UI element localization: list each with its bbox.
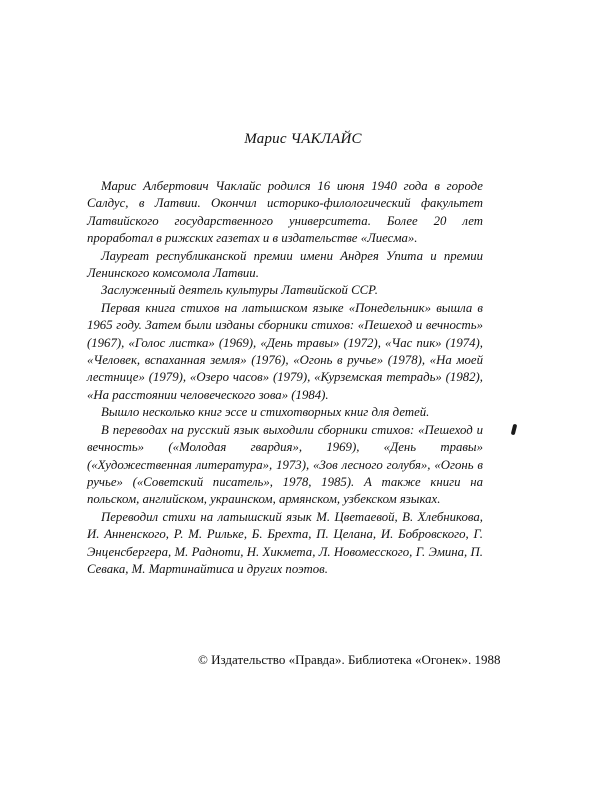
bio-paragraph-awards: Лауреат республиканской премии имени Андрея Упита и премии Ленинского комсомола Латвии. xyxy=(87,248,483,281)
bio-paragraph-translations: В переводах на русский язык выходили сборники стихов: «Пешеход и вечность» («Молодая гвардия», 1969), «День травы» («Художественная литература», 1973), «Зов лесного голубя», «Огонь в ручье» («Советский писатель», 1978, 1985). А также книги на польском, английском, украинском, армянском, узбекском языках. xyxy=(87,422,483,507)
bio-paragraph-translator-work: Переводил стихи на латышский язык М. Цветаевой, В. Хлебникова, И. Анненского, Р. М. Рильке, Б. Брехта, П. Целана, И. Бобровского, Г. Энценсбергера, М. Радноти, Н. Хикмета, Л. Новомесского, Г. Эмина, П. Севака, М. Мартинайтиса и других поэтов. xyxy=(87,509,483,576)
ink-speck xyxy=(511,424,518,436)
author-heading: Марис ЧАКЛАЙС xyxy=(244,131,362,147)
copyright-line: © Издательство «Правда». Библиотека «Огонек». 1988 xyxy=(198,652,501,667)
bio-paragraph-honorary-title: Заслуженный деятель культуры Латвийской ССР. xyxy=(101,283,378,298)
bio-paragraph-bibliography: Первая книга стихов на латышском языке «Понедельник» вышла в 1965 году. Затем были изданы сборники стихов: «Пешеход и вечность» (1967), «Голос листка» (1969), «День травы» (1972), «Час пик» (1974), «Человек, вспаханная земля» (1976), «Огонь в ручье» (1978), «На моей лестнице» (1979), «Озеро часов» (1979), «Курземская тетрадь» (1982), «На расстоянии человеческого зова» (1984). xyxy=(87,300,483,402)
bio-paragraph-birth: Марис Албертович Чаклайс родился 16 июня 1940 года в городе Салдус, в Латвии. Окончил историко-филологический факультет Латвийского государственного университета. Более 20 лет проработал в рижских газетах и в издательстве «Лиесма». xyxy=(87,179,483,246)
author-biography xyxy=(87,178,483,578)
bio-paragraph-children-books: Вышло несколько книг эссе и стихотворных книг для детей. xyxy=(101,405,430,420)
